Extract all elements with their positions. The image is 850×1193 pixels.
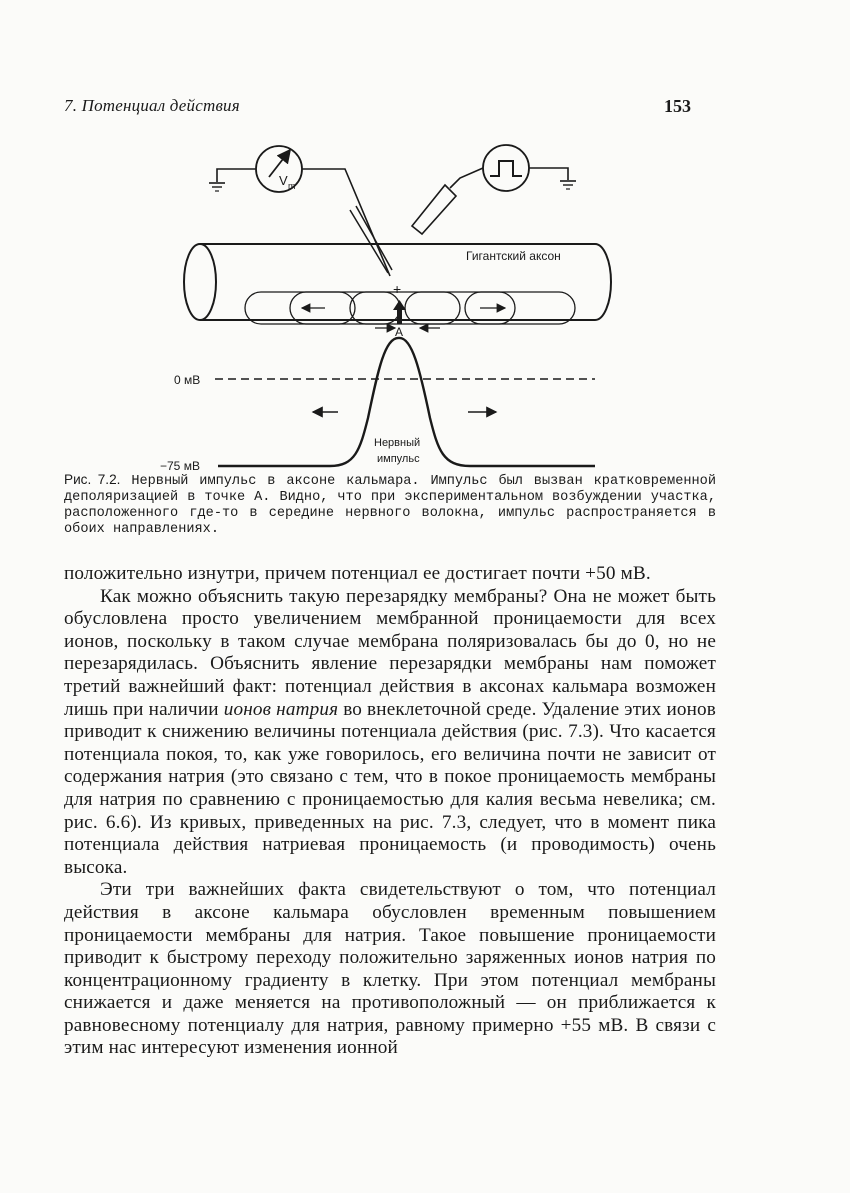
axon-diagram <box>150 130 750 475</box>
impulse-label-line2: импульс <box>377 453 420 465</box>
ground-icon <box>209 183 225 191</box>
ground-icon <box>560 181 576 189</box>
paragraph-1: положительно изнутри, причем потенциал ее достигает почти +50 мВ. <box>64 563 651 584</box>
meter-label-m: m <box>288 181 296 191</box>
figure-caption <box>64 472 716 538</box>
plus-sign: + <box>393 281 402 297</box>
voltmeter-icon <box>256 146 302 192</box>
micropipette-electrode-icon <box>350 206 392 273</box>
axon-figure <box>150 130 750 475</box>
body-text <box>64 563 716 1060</box>
zero-level-label: 0 мВ <box>174 373 201 387</box>
paragraph-2: Как можно объяснить такую перезарядку мембраны? Она не может быть обусловлена просто увеличением мембранной проницаемости для всех ионов, поскольку в таком случае мембрана поляризовалась бы до 0, но не перезарядилась. Объяснить явление перезарядки мембраны нам поможет третий важнейший факт: потенциал действия в аксонах кальмара возможен лишь при наличии ионов натрия во внеклеточной среде. Удаление этих ионов приводит к снижению величины потенциала действия (рис. 7.3). Что касается потенциала покоя, то, как уже говорилось, его величина почти не зависит от содержания натрия (это связано с тем, что в покое проницаемость мембраны для натрия по сравнению с проницаемостью для калия весьма невелика; см. рис. 6.6). Из кривых, приведенных на рис. 7.3, следует, что в момент пика потенциала действия натриевая проницаемость (и проводимость) очень высока. <box>64 585 716 878</box>
running-header-chapter: 7. Потенциал действия <box>64 96 240 115</box>
axon-label: Гигантский аксон <box>466 249 561 263</box>
stimulator-icon <box>483 145 529 191</box>
paragraph-3: Эти три важнейших факта свидетельствуют о том, что потенциал действия в аксоне кальмара обусловлен временным повышением проницаемости мембраны для натрия. Такое повышение проницаемости приводит к быстрому переходу положительно заряженных ионов натрия по концентрационному градиенту в клетку. При этом потенциал мембраны снижается и даже меняется на противоположный — он приближается к равновесному потенциалу для натрия, равному примерно +55 мВ. В связи с этим нас интересуют изменения ионной <box>64 879 716 1059</box>
caption-text: Нервный импульс в аксоне кальмара. Импульс был вызван кратковременной деполяризацией в точке А. Видно, что при экспериментальном возбуждении участка, расположенного где-то в середине нервного волокна, импульс распространяется в обоих направлениях. <box>64 474 716 537</box>
meter-label-v: V <box>279 173 288 188</box>
impulse-label-line1: Нервный <box>374 437 421 449</box>
stimulating-electrode-icon <box>412 185 456 234</box>
emphasis-sodium-ions: ионов натрия <box>223 698 339 720</box>
caption-lead: Рис. 7.2. <box>64 472 121 487</box>
rest-level-label: −75 мВ <box>160 459 200 473</box>
point-a-label: A <box>395 325 404 339</box>
page-number: 153 <box>664 96 691 116</box>
